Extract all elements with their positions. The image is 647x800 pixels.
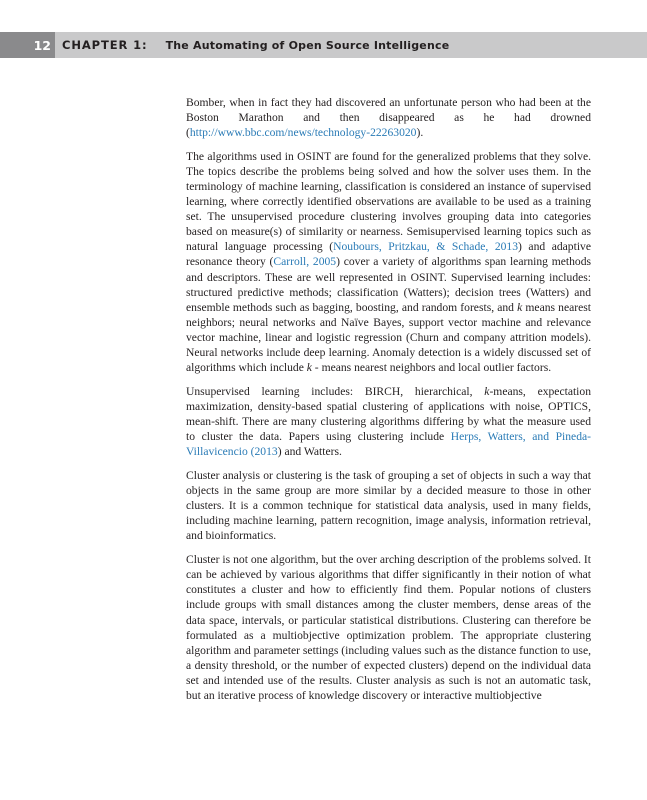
paragraph-3 — [186, 384, 591, 459]
italic-k: k — [517, 300, 523, 314]
paragraph-text: Unsupervised learning includes: BIRCH, hierarchical, — [186, 384, 485, 398]
paragraph-text: means nearest neighbors; neural networks and Naïve Bayes, support vector machine and relevance vector machine, linear and logistic regression (Churn and company attrition models). Neural networks include deep learning. Anomaly detection is a widely discussed set of algorithms which include — [186, 300, 591, 374]
citation-carroll[interactable]: Carroll, 2005 — [273, 255, 337, 269]
paragraph-4: Cluster analysis or clustering is the task of grouping a set of objects in such a way that objects in the same group are more similar by a decided measure to those in other clusters. It is a common technique for statistical data analysis, used in many fields, including machine learning, pattern recognition, image analysis, information retrieval, and bioinformatics. — [186, 469, 591, 543]
paragraph-text: ). — [416, 126, 424, 140]
paragraph-text: Bomber, when in fact they had discovered an unfortunate person who had been at the Boston Marathon and then disappeared as he had drowned ( — [186, 96, 591, 140]
paragraph-text: The algorithms used in OSINT are found for the generalized problems that they solve. The topics describe the problems being solved and how the solver uses them. In the terminology of machine learning, classification is considered an instance of supervised learning, where correctly identified observations are available to be used as a training set. The unsupervised procedure clustering involves grouping data into categories based on measure(s) of similarity or nearness. Semisupervised learning topics such as natural language processing ( — [186, 150, 591, 254]
page-body — [186, 95, 591, 712]
chapter-label: CHAPTER 1: — [62, 38, 148, 52]
citation-noubours[interactable]: Noubours, Pritzkau, & Schade, 2013 — [333, 240, 519, 254]
paragraph-text: -means, expectation maximization, density-based spatial clustering of applications with noise, OPTICS, mean-shift. There are many clustering algorithms differing by what the measure used to cluster the data. Papers using clustering include — [186, 384, 591, 443]
italic-k: k — [484, 384, 490, 398]
paragraph-2 — [186, 149, 591, 375]
paragraph-text: ) and Watters. — [277, 445, 342, 459]
paragraph-text: - means nearest neighbors and local outlier factors. — [311, 360, 552, 374]
italic-k: k — [306, 360, 312, 374]
chapter-title: The Automating of Open Source Intelligence — [165, 38, 450, 52]
paragraph-text: ) cover a variety of algorithms span learning methods and descriptors. These are well represented in OSINT. Supervised learning includes: structured predictive methods; classification (Watters); decision trees (Watters) and ensemble methods such as bagging, boosting, and random forests, and — [186, 255, 592, 314]
page-number: 12 — [0, 32, 55, 58]
running-header — [0, 32, 647, 58]
paragraph-5: Cluster is not one algorithm, but the over arching description of the problems solved. It can be achieved by various algorithms that differ significantly in their notion of what constitutes a cluster and how to efficiently find them. Popular notions of clusters include groups with small distances among the cluster members, dense areas of the data space, intervals, or particular statistical distributions. Clustering can therefore be formulated as a multiobjective optimization problem. The appropriate clustering algorithm and parameter settings (including values such as the distance function to use, a density threshold, or the number of expected clusters) depend on the individual data set and intended use of the results. Cluster analysis as such is not an automatic task, but an iterative process of knowledge discovery or interactive multiobjective — [186, 553, 591, 702]
paragraph-text: ) and adaptive resonance theory ( — [186, 240, 591, 269]
citation-herps[interactable]: Herps, Watters, and Pineda-Villavicencio (2013 — [186, 429, 591, 459]
bbc-link[interactable]: http://www.bbc.com/news/technology-22263020 — [189, 126, 417, 140]
paragraph-1 — [186, 95, 591, 140]
